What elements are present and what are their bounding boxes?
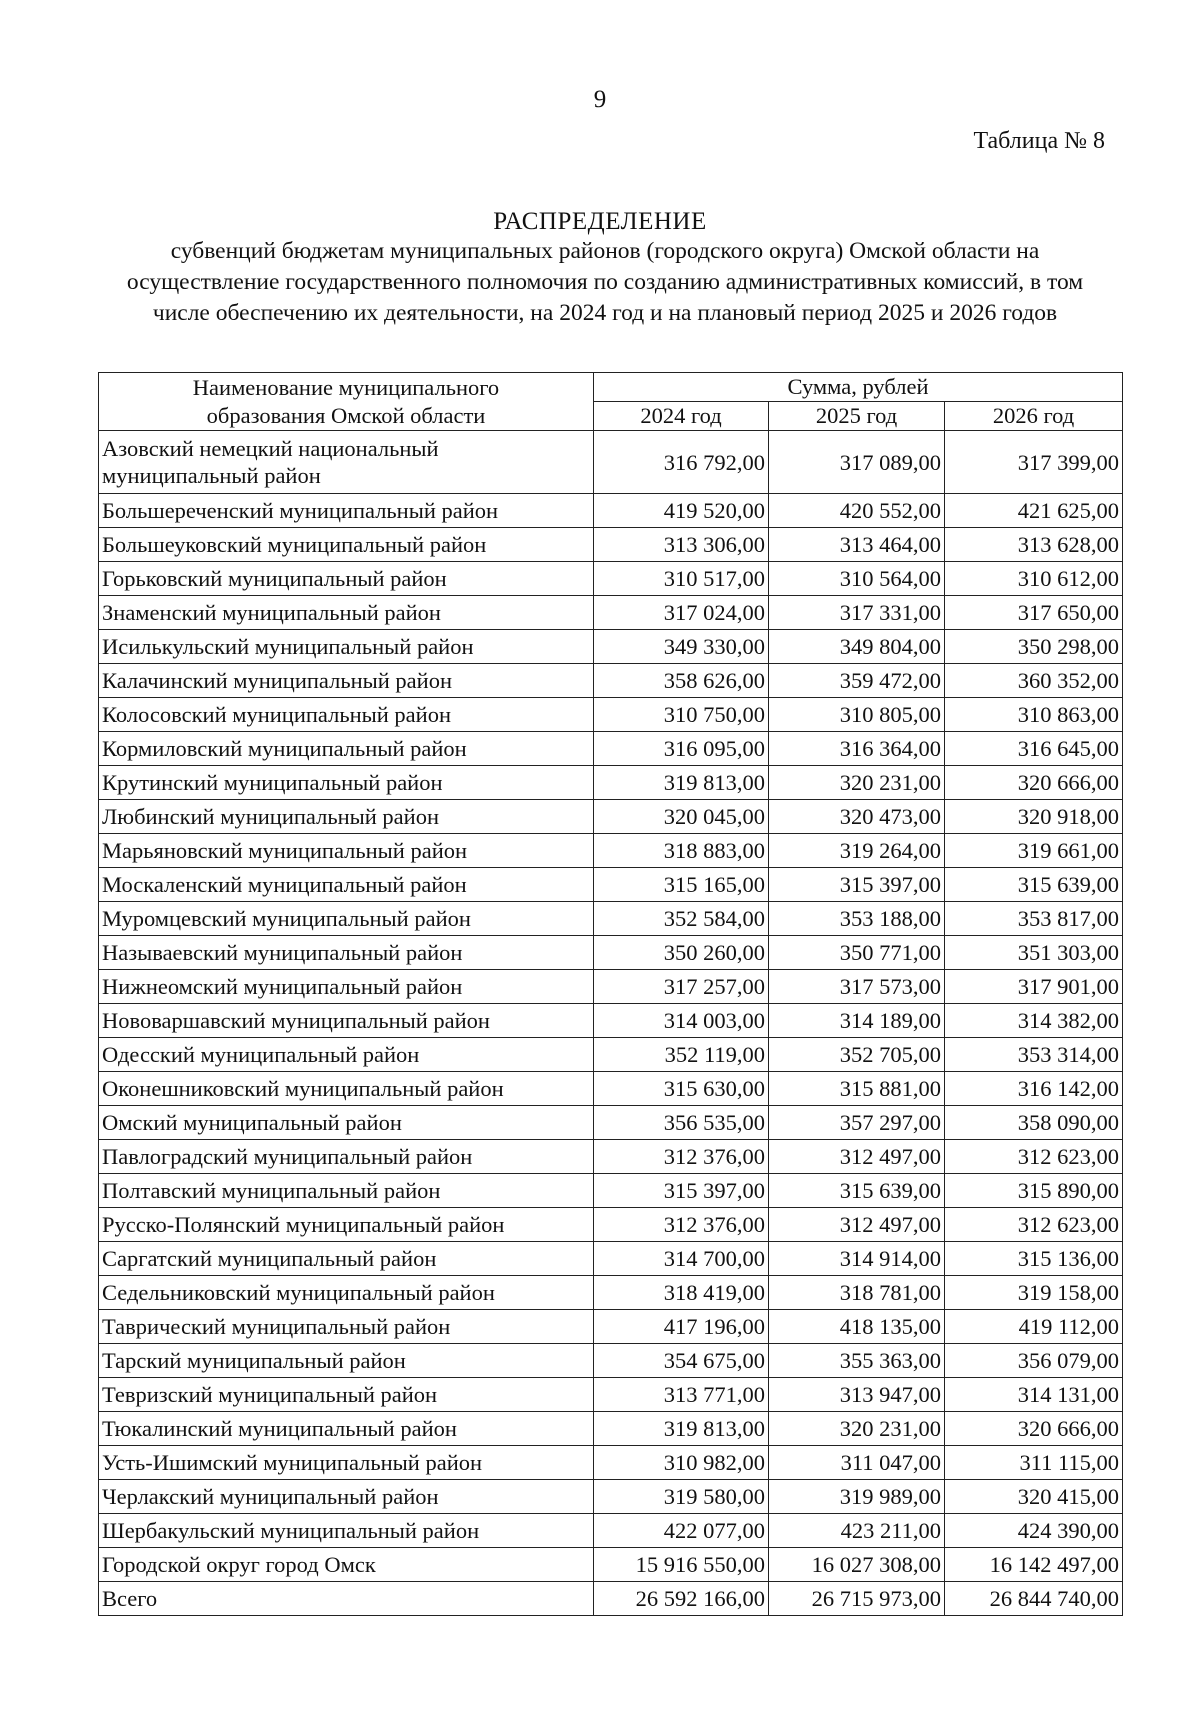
document-title: РАСПРЕДЕЛЕНИЕ — [493, 208, 707, 235]
row-value-2024: 352 584,00 — [594, 902, 769, 936]
row-name: Саргатский муниципальный район — [99, 1242, 594, 1276]
row-value-2025: 315 881,00 — [769, 1072, 945, 1106]
row-value-2025: 320 473,00 — [769, 800, 945, 834]
table-label: Таблица № 8 — [973, 128, 1105, 154]
row-value-2025: 314 914,00 — [769, 1242, 945, 1276]
row-value-2026: 421 625,00 — [945, 494, 1123, 528]
row-value-2025: 357 297,00 — [769, 1106, 945, 1140]
row-name: Большеуковский муниципальный район — [99, 528, 594, 562]
row-value-2026: 356 079,00 — [945, 1344, 1123, 1378]
subtitle-line: числе обеспечению их деятельности, на 2024 год и на плановый период 2025 и 2026 годов — [152, 300, 1058, 326]
row-value-2025: 353 188,00 — [769, 902, 945, 936]
row-value-2026: 316 142,00 — [945, 1072, 1123, 1106]
row-name: Одесский муниципальный район — [99, 1038, 594, 1072]
row-value-2026: 316 645,00 — [945, 732, 1123, 766]
row-value-2024: 320 045,00 — [594, 800, 769, 834]
row-name: Нижнеомский муниципальный район — [99, 970, 594, 1004]
row-value-2024: 319 813,00 — [594, 766, 769, 800]
table-row — [99, 732, 1123, 766]
table-row — [99, 1412, 1123, 1446]
row-value-2026: 310 612,00 — [945, 562, 1123, 596]
table-row — [99, 1310, 1123, 1344]
row-name: Азовский немецкий национальный муниципальный район — [99, 431, 594, 494]
row-name: Нововаршавский муниципальный район — [99, 1004, 594, 1038]
header-year-2024: 2024 год — [594, 402, 769, 431]
row-name: Знаменский муниципальный район — [99, 596, 594, 630]
table-row — [99, 936, 1123, 970]
row-value-2024: 314 700,00 — [594, 1242, 769, 1276]
table-row — [99, 1480, 1123, 1514]
row-name: Черлакский муниципальный район — [99, 1480, 594, 1514]
subtitle-line: субвенций бюджетам муниципальных районов (городского округа) Омской области на — [170, 238, 1040, 264]
row-name: Тарский муниципальный район — [99, 1344, 594, 1378]
row-name: Колосовский муниципальный район — [99, 698, 594, 732]
table-row — [99, 1106, 1123, 1140]
row-name: Шербакульский муниципальный район — [99, 1514, 594, 1548]
header-name-line: образования Омской области — [206, 402, 486, 428]
row-value-2024: 349 330,00 — [594, 630, 769, 664]
row-value-2025: 359 472,00 — [769, 664, 945, 698]
row-value-2025: 312 497,00 — [769, 1208, 945, 1242]
row-value-2024: 313 306,00 — [594, 528, 769, 562]
row-name: Тевризский муниципальный район — [99, 1378, 594, 1412]
row-value-2024: 318 883,00 — [594, 834, 769, 868]
table-row — [99, 1378, 1123, 1412]
row-name: Городской округ город Омск — [99, 1548, 594, 1582]
table-row — [99, 1208, 1123, 1242]
row-value-2026: 360 352,00 — [945, 664, 1123, 698]
row-value-2025: 26 715 973,00 — [769, 1582, 945, 1616]
table-row — [99, 596, 1123, 630]
row-value-2024: 422 077,00 — [594, 1514, 769, 1548]
row-value-2026: 351 303,00 — [945, 936, 1123, 970]
row-name: Называевский муниципальный район — [99, 936, 594, 970]
row-value-2025: 317 573,00 — [769, 970, 945, 1004]
row-value-2024: 419 520,00 — [594, 494, 769, 528]
row-value-2025: 352 705,00 — [769, 1038, 945, 1072]
row-value-2026: 353 314,00 — [945, 1038, 1123, 1072]
row-name: Калачинский муниципальный район — [99, 664, 594, 698]
table-row — [99, 1242, 1123, 1276]
header-name — [99, 373, 594, 431]
table-row — [99, 868, 1123, 902]
row-value-2024: 350 260,00 — [594, 936, 769, 970]
row-value-2026: 310 863,00 — [945, 698, 1123, 732]
document-subtitle — [100, 236, 1110, 329]
table-row — [99, 970, 1123, 1004]
row-value-2024: 312 376,00 — [594, 1208, 769, 1242]
table-row — [99, 834, 1123, 868]
table-row — [99, 800, 1123, 834]
row-value-2024: 316 095,00 — [594, 732, 769, 766]
table-row — [99, 1514, 1123, 1548]
row-value-2026: 16 142 497,00 — [945, 1548, 1123, 1582]
table-row — [99, 1582, 1123, 1616]
table-row — [99, 562, 1123, 596]
row-value-2024: 315 630,00 — [594, 1072, 769, 1106]
row-value-2025: 312 497,00 — [769, 1140, 945, 1174]
row-name: Марьяновский муниципальный район — [99, 834, 594, 868]
table-row — [99, 630, 1123, 664]
row-value-2026: 419 112,00 — [945, 1310, 1123, 1344]
table-row — [99, 1004, 1123, 1038]
page-number: 9 — [593, 86, 607, 113]
row-value-2026: 317 650,00 — [945, 596, 1123, 630]
row-value-2024: 313 771,00 — [594, 1378, 769, 1412]
row-value-2026: 350 298,00 — [945, 630, 1123, 664]
row-value-2024: 310 517,00 — [594, 562, 769, 596]
row-name: Всего — [99, 1582, 594, 1616]
row-value-2026: 311 115,00 — [945, 1446, 1123, 1480]
row-value-2025: 313 464,00 — [769, 528, 945, 562]
row-value-2025: 313 947,00 — [769, 1378, 945, 1412]
row-value-2026: 317 901,00 — [945, 970, 1123, 1004]
header-name-line: Наименование муниципального — [192, 374, 500, 400]
table-row — [99, 1548, 1123, 1582]
row-value-2025: 319 264,00 — [769, 834, 945, 868]
row-value-2025: 315 397,00 — [769, 868, 945, 902]
table-row — [99, 1174, 1123, 1208]
row-value-2024: 352 119,00 — [594, 1038, 769, 1072]
row-value-2024: 310 982,00 — [594, 1446, 769, 1480]
row-name: Муромцевский муниципальный район — [99, 902, 594, 936]
row-value-2026: 319 158,00 — [945, 1276, 1123, 1310]
row-value-2025: 317 089,00 — [769, 431, 945, 494]
table-row — [99, 698, 1123, 732]
row-value-2024: 312 376,00 — [594, 1140, 769, 1174]
row-value-2024: 356 535,00 — [594, 1106, 769, 1140]
table-row — [99, 664, 1123, 698]
row-value-2026: 314 131,00 — [945, 1378, 1123, 1412]
row-value-2024: 354 675,00 — [594, 1344, 769, 1378]
row-value-2025: 420 552,00 — [769, 494, 945, 528]
row-value-2026: 314 382,00 — [945, 1004, 1123, 1038]
row-value-2026: 320 918,00 — [945, 800, 1123, 834]
row-name: Седельниковский муниципальный район — [99, 1276, 594, 1310]
distribution-table — [98, 372, 1123, 1616]
table-row — [99, 1446, 1123, 1480]
row-value-2025: 320 231,00 — [769, 1412, 945, 1446]
row-value-2026: 424 390,00 — [945, 1514, 1123, 1548]
row-name: Оконешниковский муниципальный район — [99, 1072, 594, 1106]
row-value-2025: 350 771,00 — [769, 936, 945, 970]
row-name: Таврический муниципальный район — [99, 1310, 594, 1344]
row-value-2024: 26 592 166,00 — [594, 1582, 769, 1616]
row-value-2026: 313 628,00 — [945, 528, 1123, 562]
row-value-2026: 312 623,00 — [945, 1208, 1123, 1242]
row-value-2026: 320 415,00 — [945, 1480, 1123, 1514]
row-value-2026: 312 623,00 — [945, 1140, 1123, 1174]
row-name: Павлоградский муниципальный район — [99, 1140, 594, 1174]
row-value-2024: 417 196,00 — [594, 1310, 769, 1344]
row-value-2025: 311 047,00 — [769, 1446, 945, 1480]
row-name: Полтавский муниципальный район — [99, 1174, 594, 1208]
row-value-2025: 418 135,00 — [769, 1310, 945, 1344]
table-row — [99, 902, 1123, 936]
row-value-2025: 310 564,00 — [769, 562, 945, 596]
row-name: Любинский муниципальный район — [99, 800, 594, 834]
row-value-2026: 315 639,00 — [945, 868, 1123, 902]
table-row — [99, 1038, 1123, 1072]
row-name: Большереченский муниципальный район — [99, 494, 594, 528]
row-value-2024: 315 165,00 — [594, 868, 769, 902]
row-value-2024: 317 257,00 — [594, 970, 769, 1004]
row-value-2026: 317 399,00 — [945, 431, 1123, 494]
row-value-2024: 319 813,00 — [594, 1412, 769, 1446]
row-name: Тюкалинский муниципальный район — [99, 1412, 594, 1446]
row-value-2026: 26 844 740,00 — [945, 1582, 1123, 1616]
table-body — [99, 431, 1123, 1616]
row-value-2024: 358 626,00 — [594, 664, 769, 698]
row-name: Усть-Ишимский муниципальный район — [99, 1446, 594, 1480]
row-value-2025: 16 027 308,00 — [769, 1548, 945, 1582]
header-year-2025: 2025 год — [769, 402, 945, 431]
row-name: Русско-Полянский муниципальный район — [99, 1208, 594, 1242]
row-value-2024: 314 003,00 — [594, 1004, 769, 1038]
header-year-2026: 2026 год — [945, 402, 1123, 431]
row-value-2024: 318 419,00 — [594, 1276, 769, 1310]
row-name: Горьковский муниципальный район — [99, 562, 594, 596]
table-row — [99, 1276, 1123, 1310]
table-row — [99, 766, 1123, 800]
row-name: Крутинский муниципальный район — [99, 766, 594, 800]
table-row — [99, 494, 1123, 528]
table-row — [99, 1140, 1123, 1174]
row-value-2026: 315 890,00 — [945, 1174, 1123, 1208]
row-value-2025: 319 989,00 — [769, 1480, 945, 1514]
row-value-2024: 310 750,00 — [594, 698, 769, 732]
row-value-2025: 318 781,00 — [769, 1276, 945, 1310]
row-value-2025: 315 639,00 — [769, 1174, 945, 1208]
row-value-2025: 349 804,00 — [769, 630, 945, 664]
row-value-2025: 316 364,00 — [769, 732, 945, 766]
row-value-2025: 310 805,00 — [769, 698, 945, 732]
table-row — [99, 1072, 1123, 1106]
row-value-2025: 317 331,00 — [769, 596, 945, 630]
row-value-2025: 320 231,00 — [769, 766, 945, 800]
row-value-2026: 320 666,00 — [945, 766, 1123, 800]
row-value-2026: 319 661,00 — [945, 834, 1123, 868]
header-sum: Сумма, рублей — [594, 373, 1123, 402]
row-value-2024: 319 580,00 — [594, 1480, 769, 1514]
row-name: Омский муниципальный район — [99, 1106, 594, 1140]
row-name: Исилькульский муниципальный район — [99, 630, 594, 664]
row-value-2026: 358 090,00 — [945, 1106, 1123, 1140]
row-value-2024: 15 916 550,00 — [594, 1548, 769, 1582]
row-value-2024: 317 024,00 — [594, 596, 769, 630]
row-value-2026: 353 817,00 — [945, 902, 1123, 936]
row-value-2026: 320 666,00 — [945, 1412, 1123, 1446]
row-value-2025: 314 189,00 — [769, 1004, 945, 1038]
row-value-2025: 355 363,00 — [769, 1344, 945, 1378]
table-row — [99, 431, 1123, 494]
row-value-2026: 315 136,00 — [945, 1242, 1123, 1276]
row-value-2024: 316 792,00 — [594, 431, 769, 494]
subtitle-line: осуществление государственного полномочия по созданию административных комиссий, в том — [126, 269, 1084, 295]
table-row — [99, 528, 1123, 562]
row-name: Москаленский муниципальный район — [99, 868, 594, 902]
row-value-2024: 315 397,00 — [594, 1174, 769, 1208]
table-row — [99, 1344, 1123, 1378]
row-value-2025: 423 211,00 — [769, 1514, 945, 1548]
row-name: Кормиловский муниципальный район — [99, 732, 594, 766]
